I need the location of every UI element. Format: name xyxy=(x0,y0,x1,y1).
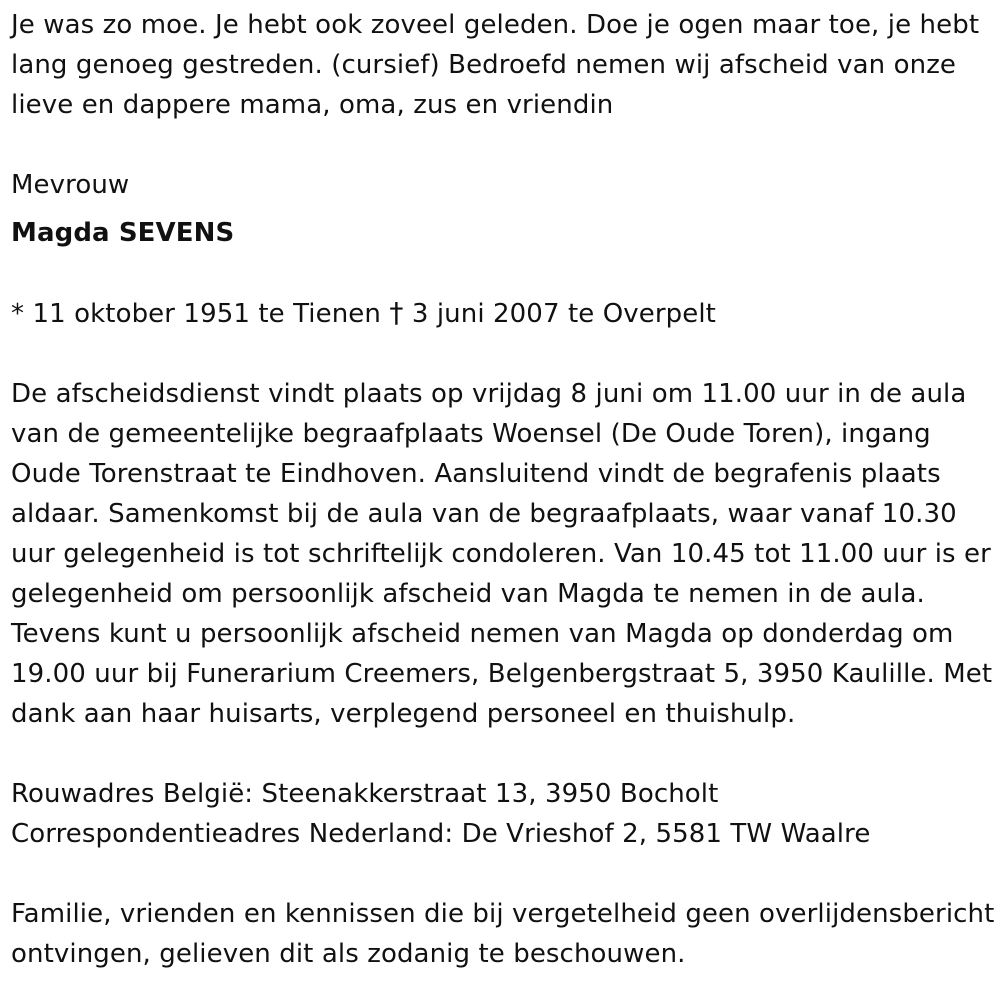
spacer xyxy=(11,734,1000,774)
salutation: Mevrouw xyxy=(11,170,130,200)
closing-note: Familie, vrienden en kennissen die bij vergetelheid geen overlijdensbericht ontvingen, gelieven dit als zodanig te beschouwen. xyxy=(11,899,995,969)
death-date: 3 juni 2007 te Overpelt xyxy=(411,299,716,329)
spacer xyxy=(11,125,1000,165)
address-netherlands: Correspondentieadres Nederland: De Vrieshof 2, 5581 TW Waalre xyxy=(11,819,871,849)
deceased-name: Magda SEVENS xyxy=(11,218,235,248)
cross-icon: † xyxy=(389,296,404,329)
service-details: De afscheidsdienst vindt plaats op vrijdag 8 juni om 11.00 uur in de aula van de gemeentelijke begraafplaats Woensel (De Oude Toren), ingang Oude Torenstraat te Eindhoven. Aansluitend vindt de begrafenis plaats aldaar. Samenkomst bij de aula van de begraafplaats, waar vanaf 10.30 uur gelegenheid is tot schriftelijk condoleren. Van 10.45 tot 11.00 uur is er gelegenheid om persoonlijk afscheid van Magda te nemen in de aula. Tevens kunt u persoonlijk afscheid nemen van Magda op donderdag om 19.00 uur bij Funerarium Creemers, Belgenbergstraat 5, 3950 Kaulille. Met dank aan haar huisarts, verplegend personeel en thuishulp. xyxy=(11,379,993,729)
birth-date: * 11 oktober 1951 te Tienen xyxy=(11,299,381,329)
spacer xyxy=(11,854,1000,894)
spacer xyxy=(11,253,1000,293)
intro-text: Je was zo moe. Je hebt ook zoveel geleden. Doe je ogen maar toe, je hebt lang genoeg gestreden. (cursief) Bedroefd nemen wij afscheid van onze lieve en dappere mama, oma, zus en vriendin xyxy=(11,10,980,120)
address-belgium: Rouwadres België: Steenakkerstraat 13, 3950 Bocholt xyxy=(11,779,719,809)
life-dates xyxy=(11,293,1000,334)
spacer xyxy=(11,334,1000,374)
